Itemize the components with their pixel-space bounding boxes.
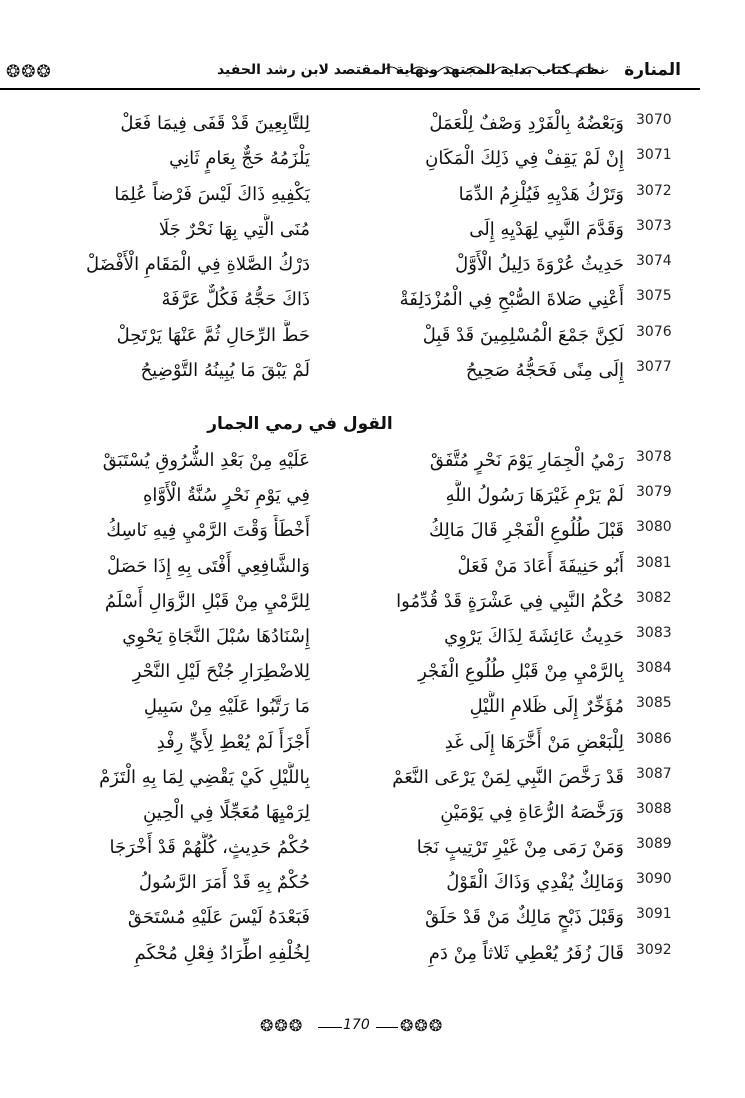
verse-row (0, 762, 745, 797)
verse-number: 3073 (636, 217, 672, 234)
verse-first-hemistich: وَتَرْكُ هَدْيِهِ فَيُلْزِمُ الدِّمَا (458, 183, 624, 205)
verse-number: 3074 (636, 253, 672, 270)
running-head: المنارة (624, 60, 681, 80)
footer-line-left (318, 1027, 342, 1028)
verse-number: 3088 (636, 800, 672, 817)
verse-number: 3072 (636, 182, 672, 199)
verse-first-hemistich: حُكْمُ النَّبِي فِي عَشْرَةٍ قَدْ قُدِّمُوا (396, 590, 624, 612)
verse-second-hemistich: بِاللَّيْلِ كَيْ يَقْضِي لِمَا بِهِ الْتَزَمْ (99, 766, 310, 788)
verse-second-hemistich: فِي يَوْمِ نَحْرٍ سُنَّةُ الْأَوَّاهِ (142, 485, 310, 507)
verse-first-hemistich: مُؤَخِّرٌ إِلَى ظَلامِ اللَّيْلِ (469, 696, 624, 718)
verse-row (0, 108, 745, 143)
verse-row (0, 586, 745, 621)
verse-first-hemistich: قَبْلَ طُلُوعِ الْفَجْرِ قَالَ مَالِكُ (429, 520, 624, 542)
section-title: القول في رمي الجمار (207, 414, 393, 434)
verse-number: 3083 (636, 624, 672, 641)
header-rule (0, 88, 700, 90)
verse-second-hemistich: أَخْطَأَ وَقْتَ الرَّمْيِ فِيهِ نَاسِكُ (106, 520, 310, 542)
verse-row (0, 284, 745, 319)
verse-first-hemistich: وَبَعْضُهُ بِالْفَرْدِ وَصْفٌ لِلْعَمَلْ (429, 113, 624, 134)
verse-number: 3080 (636, 519, 672, 536)
verse-second-hemistich: يَلْزَمُهُ حَجٌّ بِعَامٍ ثَانِي (169, 148, 310, 170)
verse-second-hemistich: أَجْزَأَ لَمْ يُعْطِ لِأَيٍّ رِفْدِ (156, 731, 310, 753)
verse-first-hemistich: وَمَالِكٌ يُفْدِي وَذَاكَ الْقَوْلُ (446, 872, 624, 894)
verse-number: 3077 (636, 359, 672, 376)
verse-number: 3089 (636, 836, 672, 853)
verse-number: 3078 (636, 449, 672, 465)
page-header (0, 52, 745, 92)
verse-first-hemistich: لَمْ يَرْمِ غَيْرَهَا رَسُولُ اللَّهِ (445, 485, 624, 507)
verse-row (0, 727, 745, 762)
verse-first-hemistich: حَدِيثُ عَائِشَةَ لِذَاكَ يَرْوِي (444, 625, 624, 647)
verse-first-hemistich: وَقَبْلَ ذَبْحٍ مَالِكٌ مَنْ قَدْ حَلَقْ (425, 907, 624, 929)
page-footer (0, 1016, 745, 1040)
verse-row (0, 143, 745, 178)
verse-first-hemistich: أَعْنِي صَلاةَ الصُّبْحِ فِي الْمُزْدَلِفَةْ (399, 289, 624, 311)
verse-second-hemistich: يَكْفِيهِ ذَاكَ لَيْسَ فَرْضاً عُلِمَا (114, 183, 310, 205)
verse-first-hemistich: قَالَ زُفَرُ يُعْطِي ثَلاثاً مِنْ دَمِ (428, 942, 624, 964)
verse-row (0, 320, 745, 355)
verse-row (0, 355, 745, 390)
verse-row (0, 832, 745, 867)
verse-row (0, 249, 745, 284)
verse-second-hemistich: دَرْكُ الصَّلاةِ فِي الْمَقَامِ الْأَفْضَلْ (85, 254, 310, 276)
verse-number: 3084 (636, 660, 672, 677)
verse-second-hemistich: لِخُلْفِهِ اطِّرَادُ فِعْلِ مُحْكَمِ (134, 942, 310, 964)
verse-number: 3076 (636, 323, 672, 340)
verse-second-hemistich: لِلرَّمْيِ مِنْ قَبْلِ الزَّوَالِ أَسْلَمُ (104, 590, 310, 612)
wavy-line-ornament (384, 62, 612, 78)
verse-number: 3081 (636, 554, 672, 571)
verse-first-hemistich: وَمَنْ رَمَى مِنْ غَيْرِ تَرْتِيبٍ نَجَا (416, 837, 624, 859)
footer-line-right (376, 1027, 398, 1028)
verse-number: 3087 (636, 765, 672, 782)
verse-row (0, 515, 745, 550)
verse-row (0, 691, 745, 726)
verse-number: 3070 (636, 112, 672, 128)
page-number: 170 (343, 1017, 370, 1033)
verse-number: 3091 (636, 906, 672, 923)
footer-ornament-left: ❂❂❂ (260, 1016, 304, 1035)
verse-row (0, 445, 745, 480)
verse-second-hemistich: ذَاكَ حَجُّهُ فَكُلٌّ عَرَّفَهْ (161, 289, 310, 311)
book-title: نظم كتاب بداية المجتهد ونهاية المقتصد لابن رشد الحفيد (216, 62, 605, 78)
verse-first-hemistich: وَقَدَّمَ النَّبِي لِهَدْيِهِ إِلَى (469, 218, 624, 240)
verse-row (0, 551, 745, 586)
verse-second-hemistich: وَالشَّافِعِي أَفْتَى بِهِ إِذَا حَصَلْ (107, 555, 310, 577)
verse-second-hemistich: مُنَى الَّتِي بِهَا نَحْرٌ جَلَا (158, 218, 310, 240)
verse-first-hemistich: أَبُو حَنِيفَةَ أَعَادَ مَنْ فَعَلْ (457, 555, 624, 577)
verse-first-hemistich: بِالرَّمْيِ مِنْ قَبْلِ طُلُوعِ الْفَجْرِ (418, 661, 624, 683)
verse-row (0, 656, 745, 691)
verse-second-hemistich: حُكْمٌ بِهِ قَدْ أَمَرَ الرَّسُولُ (138, 872, 310, 894)
verse-number: 3090 (636, 871, 672, 888)
verse-first-hemistich: إِلَى مِنًى فَحَجُّهُ صَحِيحُ (465, 360, 624, 382)
verse-second-hemistich: لَمْ يَبْقَ مَا يُبِينُهُ التَّوْضِيحُ (140, 360, 310, 382)
verse-second-hemistich: حُكْمُ حَدِيثٍ، كُلُّهُمْ قَدْ أَخْرَجَا (109, 837, 310, 859)
verse-number: 3082 (636, 589, 672, 606)
verse-number: 3092 (636, 941, 672, 958)
verse-first-hemistich: رَمْيُ الْجِمَارِ يَوْمَ نَحْرٍ مُتَّفَقْ (429, 450, 624, 471)
verse-row (0, 902, 745, 937)
verse-second-hemistich: لِلاضْطِرَارِ جُنْحَ لَيْلِ النَّحْرِ (132, 661, 310, 683)
verse-first-hemistich: إِنْ لَمْ يَقِفْ فِي ذَلِكَ الْمَكَانِ (425, 148, 624, 170)
verse-row (0, 867, 745, 902)
verse-row (0, 797, 745, 832)
verse-second-hemistich: إِسْنَادُهَا سُبْلَ النَّجَاةِ يَحْوِي (122, 625, 310, 647)
verse-second-hemistich: فَبَعْدَهُ لَيْسَ عَلَيْهِ مُسْتَحَقْ (127, 907, 310, 929)
verse-first-hemistich: وَرَخَّصَهُ الرُّعَاةِ فِي يَوْمَيْنِ (440, 801, 624, 823)
header-ornament: ❂❂❂ (6, 62, 52, 82)
verse-row (0, 179, 745, 214)
verse-row (0, 214, 745, 249)
footer-ornament-right: ❂❂❂ (400, 1016, 444, 1035)
verse-first-hemistich: لَكِنَّ جَمْعَ الْمُسْلِمِينَ قَدْ قَبِلْ (422, 324, 624, 346)
verse-number: 3085 (636, 695, 672, 712)
verse-first-hemistich: قَدْ رَخَّصَ النَّبِي لِمَنْ يَرْعَى النَّعَمْ (392, 766, 624, 788)
verse-second-hemistich: لِلتَّابِعِينَ قَدْ قَفَى فِيمَا فَعَلْ (120, 113, 310, 134)
verse-number: 3071 (636, 147, 672, 164)
verse-number: 3075 (636, 288, 672, 305)
verse-second-hemistich: حَطَّ الرِّحَالِ ثُمَّ عَنْهَا يَرْتَحِلْ (116, 324, 310, 346)
verse-first-hemistich: حَدِيثُ عُرْوَةَ دَلِيلُ الْأَوَّلْ (455, 254, 624, 276)
verse-second-hemistich: مَا رَتَّبُوا عَلَيْهِ مِنْ سَبِيلِ (143, 696, 310, 718)
verse-number: 3086 (636, 730, 672, 747)
verse-second-hemistich: عَلَيْهِ مِنْ بَعْدِ الشُّرُوقِ يُسْتَبَقْ (102, 450, 310, 471)
verses-top (0, 108, 745, 390)
verse-row (0, 621, 745, 656)
verse-second-hemistich: لِرَمْيِهَا مُعَجِّلًا فِي الْحِينِ (143, 801, 310, 823)
verse-row (0, 480, 745, 515)
verse-row (0, 938, 745, 973)
verses-bottom (0, 445, 745, 973)
verse-first-hemistich: لِلْبَعْضِ مَنْ أَخَّرَهَا إِلَى غَدِ (444, 731, 624, 753)
verse-number: 3079 (636, 484, 672, 501)
